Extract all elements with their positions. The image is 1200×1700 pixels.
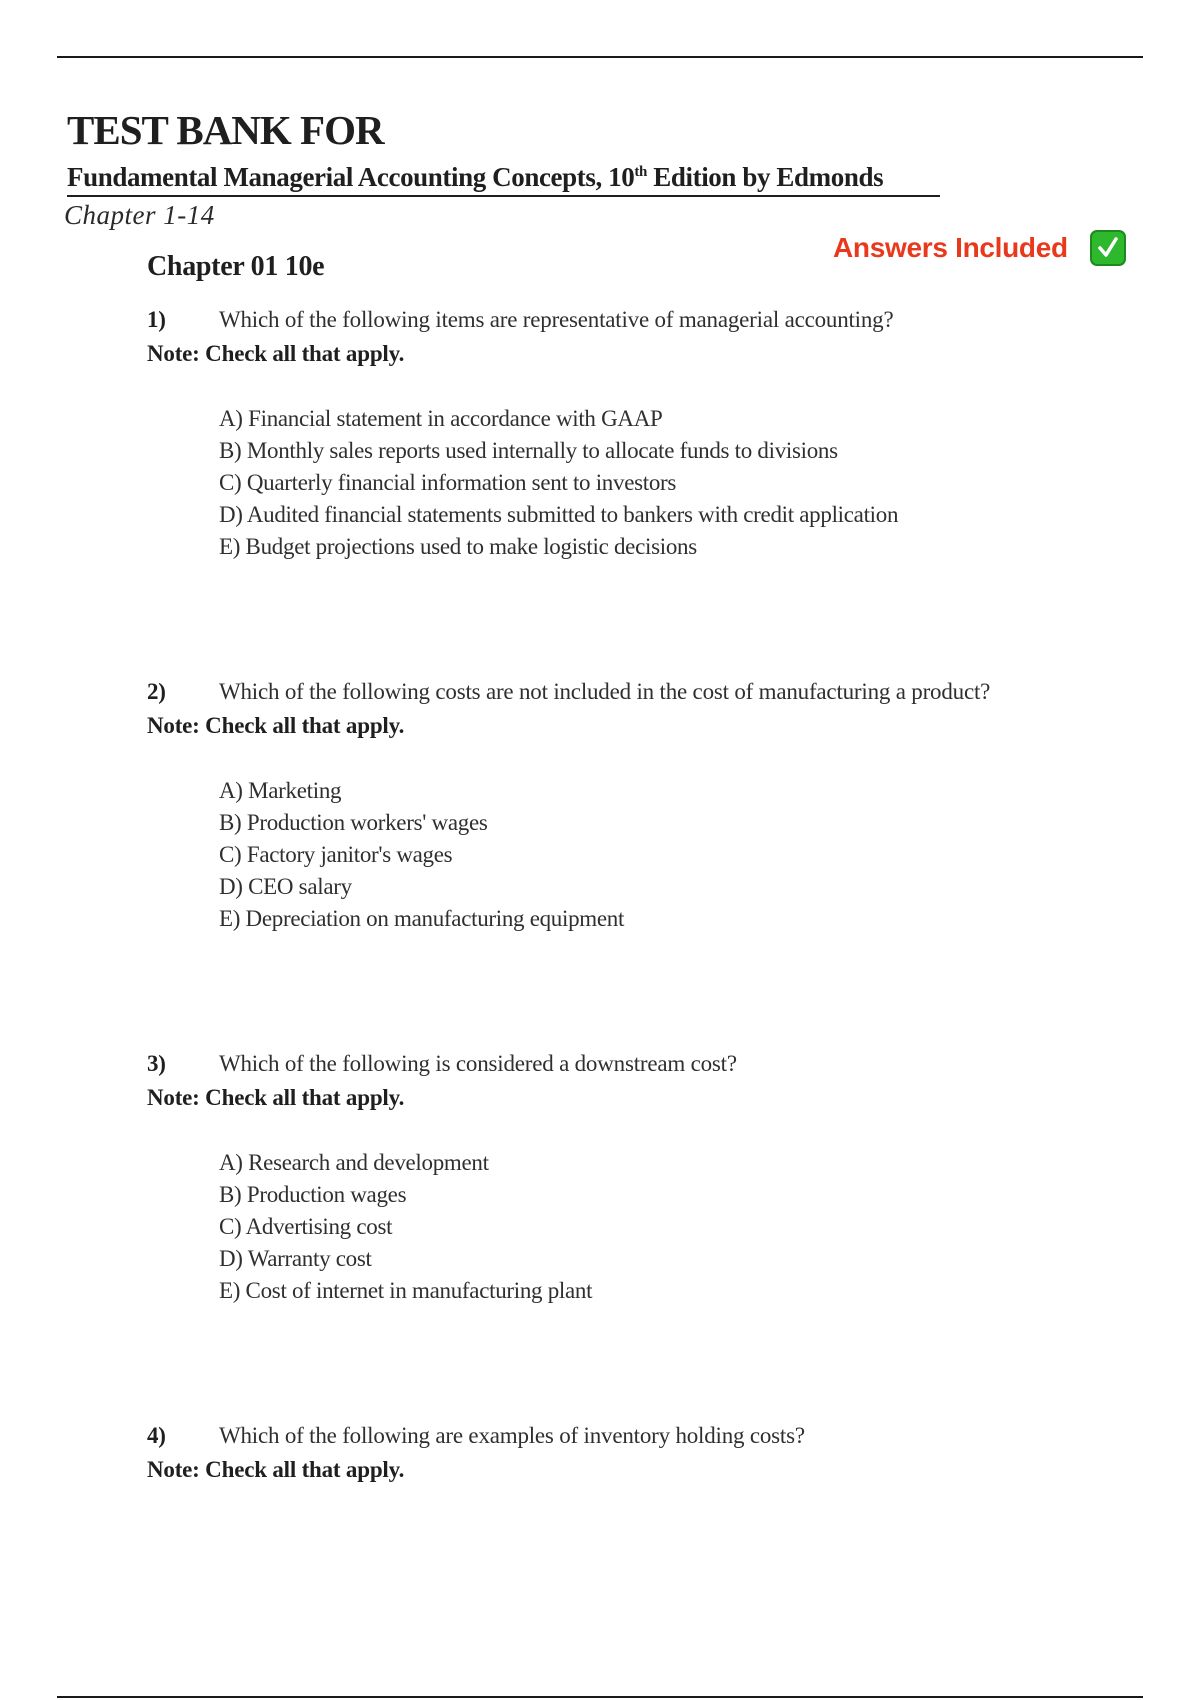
answers-included-badge xyxy=(833,230,1126,266)
question-note: Note: Check all that apply. xyxy=(147,341,405,366)
doc-title: TEST BANK FOR xyxy=(67,107,384,153)
question-number: 2) xyxy=(147,679,166,704)
question-text: Which of the following costs are not included in the cost of manufacturing a product? xyxy=(219,679,991,704)
option-list xyxy=(219,403,1147,563)
question-number: 1) xyxy=(147,307,166,332)
question-note: Note: Check all that apply. xyxy=(147,713,405,738)
question-line xyxy=(147,307,1147,333)
option-d: D) CEO salary xyxy=(219,874,352,899)
option-b: B) Monthly sales reports used internally to allocate funds to divisions xyxy=(219,438,838,463)
book-title-main: Fundamental Managerial Accounting Concepts, 10 xyxy=(67,162,635,192)
option-d: D) Audited financial statements submitted to bankers with credit application xyxy=(219,502,899,527)
option-e: E) Budget projections used to make logistic decisions xyxy=(219,534,697,559)
chapter-range: Chapter 1-14 xyxy=(64,200,215,230)
option-list xyxy=(219,1147,1147,1307)
question-line xyxy=(147,1051,1147,1077)
question-note: Note: Check all that apply. xyxy=(147,1085,405,1110)
question-4 xyxy=(147,1423,1147,1483)
question-text: Which of the following is considered a downstream cost? xyxy=(219,1051,737,1076)
bottom-rule xyxy=(57,1696,1143,1698)
book-title xyxy=(67,162,940,197)
answers-included-label: Answers Included xyxy=(833,232,1068,263)
option-b: B) Production wages xyxy=(219,1182,407,1207)
option-c: C) Factory janitor's wages xyxy=(219,842,453,867)
question-text: Which of the following items are representative of managerial accounting? xyxy=(219,307,894,332)
option-a: A) Research and development xyxy=(219,1150,489,1175)
question-1 xyxy=(147,307,1147,563)
option-a: A) Financial statement in accordance with GAAP xyxy=(219,406,663,431)
option-c: C) Advertising cost xyxy=(219,1214,393,1239)
option-d: D) Warranty cost xyxy=(219,1246,372,1271)
book-title-rest: Edition by Edmonds xyxy=(646,162,884,192)
question-number: 4) xyxy=(147,1423,166,1448)
question-note: Note: Check all that apply. xyxy=(147,1457,405,1482)
question-line xyxy=(147,679,1147,705)
chapter-heading: Chapter 01 10e xyxy=(147,251,325,282)
check-mark-button-icon xyxy=(1090,230,1126,266)
question-3 xyxy=(147,1051,1147,1307)
option-e: E) Depreciation on manufacturing equipment xyxy=(219,906,625,931)
option-a: A) Marketing xyxy=(219,778,342,803)
option-e: E) Cost of internet in manufacturing plant xyxy=(219,1278,593,1303)
question-line xyxy=(147,1423,1147,1449)
question-number: 3) xyxy=(147,1051,166,1076)
option-b: B) Production workers' wages xyxy=(219,810,488,835)
question-text: Which of the following are examples of inventory holding costs? xyxy=(219,1423,805,1448)
question-2 xyxy=(147,679,1147,935)
option-c: C) Quarterly financial information sent to investors xyxy=(219,470,677,495)
option-list xyxy=(219,775,1147,935)
top-rule xyxy=(57,56,1143,58)
book-title-ordinal: th xyxy=(634,164,647,180)
